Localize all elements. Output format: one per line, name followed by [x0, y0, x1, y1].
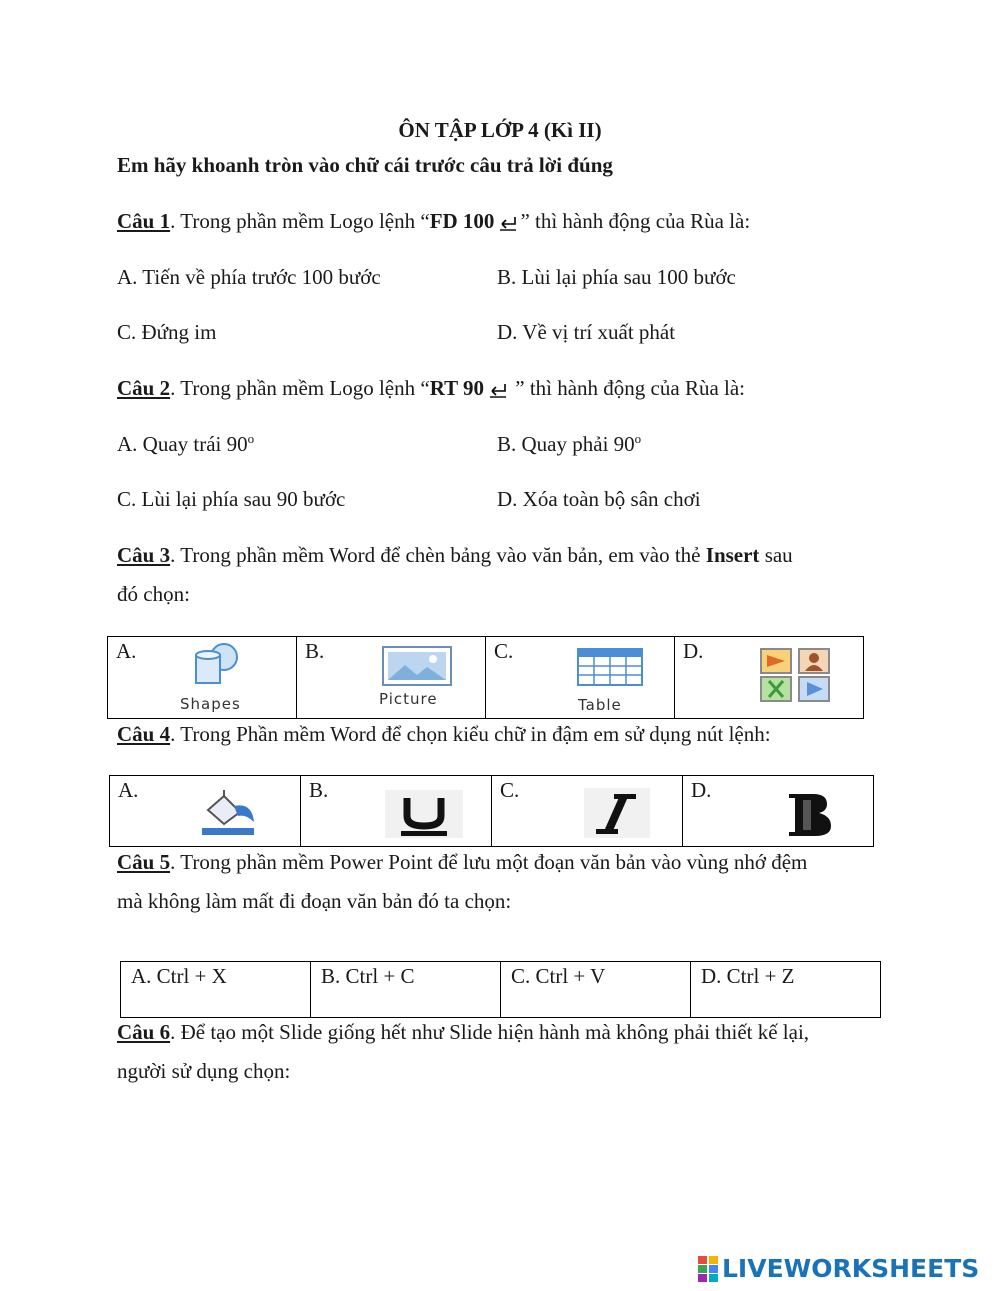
q3-choice-b[interactable]	[297, 637, 486, 719]
question-6-line-2: người sử dụng chọn:	[117, 1059, 291, 1083]
logo-blocks-icon	[698, 1256, 718, 1282]
q2-option-b[interactable]	[497, 431, 641, 457]
q3-choices-table	[107, 636, 864, 719]
q1-option-d[interactable]: D. Về vị trí xuất phát	[497, 320, 676, 344]
q4-choice-b[interactable]	[301, 776, 492, 847]
q4-choice-d[interactable]	[683, 776, 874, 847]
logo-text: LIVEWORKSHEETS	[722, 1254, 980, 1283]
q4-choice-c[interactable]	[492, 776, 683, 847]
question-2-label: Câu 2	[117, 376, 171, 400]
shapes-icon	[184, 641, 248, 687]
question-3	[117, 543, 793, 568]
question-1-post: ” thì hành động của Rùa là:	[520, 209, 751, 233]
choice-letter: D.	[691, 778, 712, 802]
q1-option-c[interactable]: C. Đứng im	[117, 320, 217, 344]
q5-choice-a[interactable]	[121, 962, 311, 1018]
q5-choice-b[interactable]	[311, 962, 501, 1018]
q2-option-a-text: A. Quay trái 90	[117, 432, 248, 456]
q5-choice-c[interactable]	[501, 962, 691, 1018]
choice-letter: A.	[116, 639, 137, 663]
q1-option-a[interactable]: A. Tiến về phía trước 100 bước	[117, 265, 381, 289]
q2-option-d[interactable]: D. Xóa toàn bộ sân chơi	[497, 487, 701, 511]
question-4-text: . Trong Phần mềm Word để chọn kiểu chữ in đậm em sử dụng nút lệnh:	[170, 722, 771, 746]
question-3-text: . Trong phần mềm Word để chèn bảng vào văn bản, em vào thẻ	[170, 543, 706, 567]
choice-letter: D.	[683, 639, 704, 663]
q2-option-a[interactable]	[117, 431, 254, 457]
question-6-label: Câu 6	[117, 1020, 171, 1044]
q2-option-c[interactable]: C. Lùi lại phía sau 90 bước	[117, 487, 346, 511]
choice-letter: B.	[305, 639, 325, 663]
q3-choice-c[interactable]	[486, 637, 675, 719]
picture-caption: Picture	[379, 690, 438, 708]
question-3-line-2: đó chọn:	[117, 582, 190, 606]
choice-letter: A.	[118, 778, 139, 802]
question-1-pre: . Trong phần mềm Logo lệnh “	[170, 209, 430, 233]
q5-choice-d[interactable]	[691, 962, 881, 1018]
enter-key-icon	[488, 382, 508, 398]
question-1-command: FD 100	[429, 209, 495, 233]
q3-choice-a[interactable]	[108, 637, 297, 719]
question-6	[117, 1020, 809, 1045]
choice-letter: B.	[309, 778, 329, 802]
question-4-label: Câu 4	[117, 722, 171, 746]
underline-icon	[385, 790, 463, 838]
enter-key-icon	[498, 215, 518, 231]
question-2-post: ” thì hành động của Rùa là:	[510, 376, 746, 400]
choice-letter: C.	[500, 778, 520, 802]
question-1-label: Câu 1	[117, 209, 171, 233]
q3-choice-d[interactable]	[675, 637, 864, 719]
choice-text: D. Ctrl + Z	[701, 964, 795, 988]
choice-letter: C.	[494, 639, 514, 663]
question-1	[117, 209, 750, 234]
page-title: ÔN TẬP LỚP 4 (Kì II)	[398, 118, 602, 142]
q5-choices-table	[120, 961, 881, 1018]
question-3-text-end: sau	[759, 543, 793, 567]
liveworksheets-logo[interactable]	[698, 1254, 979, 1283]
table-icon	[576, 647, 644, 687]
question-5-line-2: mà không làm mất đi đoạn văn bản đó ta chọn:	[117, 889, 512, 913]
italic-icon	[584, 788, 650, 838]
shapes-caption: Shapes	[180, 695, 241, 713]
question-5	[117, 850, 807, 875]
question-4	[117, 722, 771, 747]
instruction: Em hãy khoanh tròn vào chữ cái trước câu trả lời đúng	[117, 153, 613, 177]
fill-bucket-icon	[194, 788, 260, 838]
question-3-label: Câu 3	[117, 543, 171, 567]
picture-icon	[381, 645, 453, 687]
question-5-label: Câu 5	[117, 850, 171, 874]
q1-option-b[interactable]: B. Lùi lại phía sau 100 bước	[497, 265, 736, 289]
degree-sign: o	[634, 431, 642, 446]
question-2-pre: . Trong phần mềm Logo lệnh “	[170, 376, 430, 400]
question-5-text: . Trong phần mềm Power Point để lưu một đoạn văn bản vào vùng nhớ đệm	[170, 850, 808, 874]
choice-text: C. Ctrl + V	[511, 964, 606, 988]
q4-choice-a[interactable]	[110, 776, 301, 847]
table-caption: Table	[578, 696, 622, 714]
clipart-icon	[759, 647, 833, 703]
question-2-command: RT 90	[429, 376, 484, 400]
choice-text: B. Ctrl + C	[321, 964, 415, 988]
q4-choices-table	[109, 775, 874, 847]
q2-option-b-text: B. Quay phải 90	[497, 432, 635, 456]
insert-tab-name: Insert	[705, 543, 760, 567]
question-2	[117, 376, 745, 401]
question-6-text: . Để tạo một Slide giống hết như Slide hiện hành mà không phải thiết kế lại,	[170, 1020, 810, 1044]
bold-icon	[781, 788, 837, 840]
choice-text: A. Ctrl + X	[131, 964, 227, 988]
degree-sign: o	[247, 431, 255, 446]
